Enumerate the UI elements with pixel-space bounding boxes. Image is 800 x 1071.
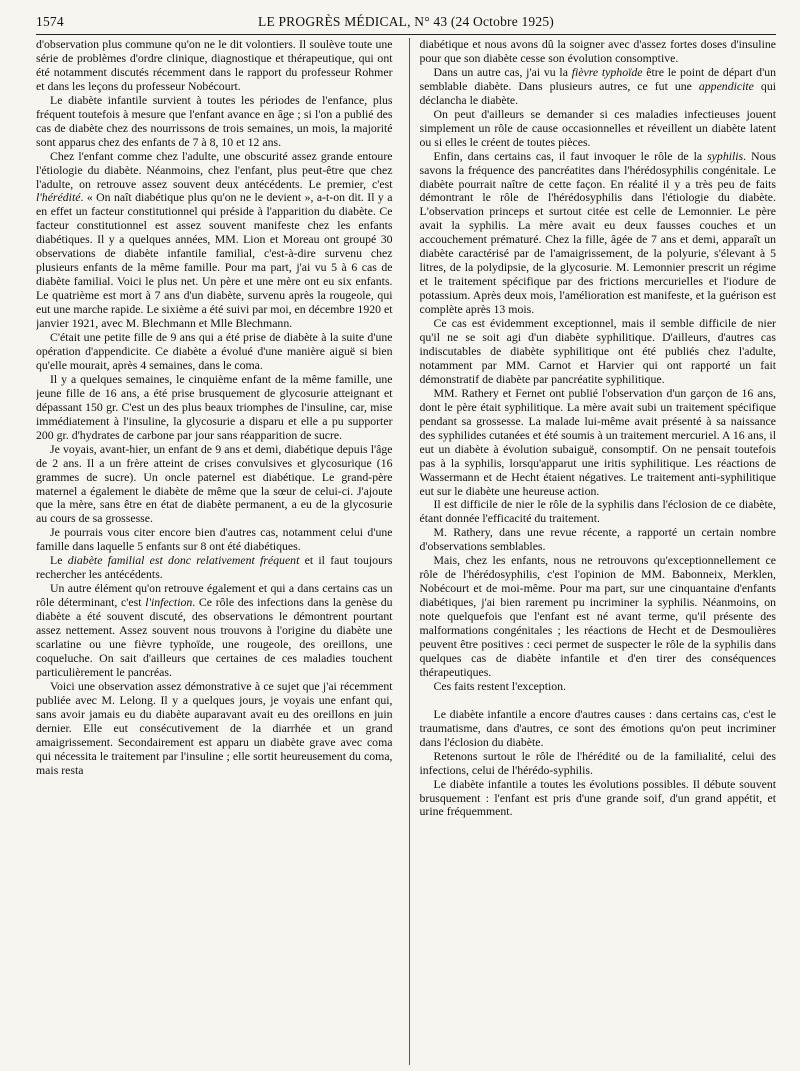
- emphasis: syphilis: [707, 148, 744, 163]
- text-run: . Ce rôle des infections dans la genèse du diabète a été souvent discuté, des observations le démontrent pourtant assez nettement. Assez souvent nous trouvons à l'origine du diabète une scarlatine ou une fièvre typhoïde, une rougeole, des oreillons, une coqueluche. On sait d'ailleurs que certaines de ces maladies touchent particulièrement le pancréas.: [36, 595, 393, 679]
- text-run: . Nous savons la fréquence des pancréatites dans l'hérédosyphilis congénitale. Le diabète pourrait naître de cette façon. En réalité il y a très peu de faits démontrant le rôle de l'hérédosyphilis dans l'étiologie du diabète. L'observation princeps et surtout citée est celle de Lemonnier. Le père avait la syphilis. La mère avait eu deux fausses couches et un accouchement prématuré. Chez la fille, âgée de 7 ans et demi, apparaît un diabète caractérisé par de l'amaigrissement, de la polyurie, s'élevant à 5 litres, de la polydipsie, de la glycosurie. M. Lemonnier prescrit un régime et le traitement spécifique par des frictions mercurielles et l'iodure de potassium. Après deux mois, l'amélioration est manifeste, et la guérison est complète après 13 mois.: [419, 148, 776, 317]
- paragraph: On peut d'ailleurs se demander si ces maladies infectieuses jouent simplement un rôle de cause occasionnelles et réveillent un diabète latent ou si elles le créent de toutes pièces.: [419, 106, 776, 149]
- text-run: qui déclancha le diabète.: [419, 78, 776, 107]
- paragraph: Mais, chez les enfants, nous ne retrouvons qu'exceptionnellement ce rôle de l'hérédosyphilis, c'est l'opinion de MM. Babonneix, Merklen, Nobécourt et de moi-même. Pour ma part, sur une cinquantaine d'enfants diabétiques, j'ai bien rarement pu incriminer la syphilis. Néanmoins, on note quelquefois que l'enfant est né avant terme, qu'il présente des malformations congénitales ; les réactions de Hecht et de Desmoulières peuvent être positives : ceci permet de suspecter le rôle de la syphilis dans quelques cas de diabète infantile et d'en tirer des conséquences thérapeutiques.: [419, 553, 776, 679]
- paragraph: M. Rathery, dans une revue récente, a rapporté un certain nombre d'observations semblables.: [419, 525, 776, 554]
- paragraph: [36, 554, 393, 582]
- text-run: Dans un autre cas, j'ai vu la: [433, 64, 572, 79]
- paragraph: Il y a quelques semaines, le cinquième enfant de la même famille, une jeune fille de 16 ans, a été prise brusquement de glycosurie atteignant et dépassant 150 gr. C'est un des plus beaux triomphes de l'insuline, car, mise immédiatement à l'insuline, la glycosurie a disparu et elle a pu supporter 200 gr. d'hydrates de carbone par jour sans réapparition de sucre.: [36, 371, 393, 442]
- paragraph: Ces faits restent l'exception.: [433, 678, 567, 693]
- text-run: Chez l'enfant comme chez l'adulte, une obscurité assez grande entoure l'étiologie du diabète. Néanmoins, chez l'enfant, plus peut-être que chez l'adulte, on retrouve assez souvent deux antécédents. Le premier, c'est: [36, 148, 393, 191]
- emphasis: diabète familial est donc relativement fréquent: [67, 553, 300, 568]
- paragraph: [36, 582, 393, 680]
- paragraph: diabétique et nous avons dû la soigner avec d'assez fortes doses d'insuline pour que son diabète cesse son évolution consomptive.: [419, 38, 776, 65]
- paragraph: [420, 150, 777, 317]
- text-run: Un autre élément qu'on retrouve également et qui a dans certains cas un rôle déterminant, c'est: [36, 581, 393, 610]
- page-number: 1574: [36, 14, 64, 29]
- paragraph: d'observation plus commune qu'on ne le dit volontiers. Il soulève toute une série de problèmes d'ordre clinique, diagnostique et thérapeutique, qui ont été notamment discutés récemment dans le rapport du professeur Rohmer et dans les leçons du professeur Nobécourt.: [36, 38, 393, 93]
- emphasis: fièvre typhoïde: [571, 64, 643, 79]
- paragraph: [420, 66, 777, 108]
- paragraph: Le diabète infantile a toutes les évolutions possibles. Il débute souvent brusquement : l'enfant est pris d'une grande soif, d'un grand appétit, et urine fréquemment.: [419, 776, 776, 819]
- emphasis: appendicite: [698, 78, 754, 93]
- running-header: [36, 12, 776, 35]
- paragraph: Ce cas est évidemment exceptionnel, mais il semble difficile de nier qu'il ne se soit agi d'un diabète syphilitique. D'ailleurs, d'autres cas indiscutables de diabète syphilitique ont été publiés chez l'adulte, notamment par MM. Carnot et Harvier qui ont rapporté un fait démonstratif de diabète par pancréatite syphilitique.: [419, 316, 776, 386]
- text-run: . « On naît diabétique plus qu'on ne le devient », a-t-on dit. Il y a en effet un facteur constitutionnel qui préside à l'apparition du diabète. Ce facteur constitutionnel est assez souvent manifeste chez les enfants diabétiques. Il y a quelques années, MM. Lion et Moreau ont groupé 30 observations de diabète infantile familial, c'est-à-dire survenu chez plusieurs enfants de la même famille. Pour ma part, j'ai vu 5 à 6 cas de diabète familial. Voici le plus net. Un père et une mère ont eu six enfants. Le quatrième est mort à 7 ans d'un diabète, survenu après la rougeole, qui eut une marche rapide. Le sixième a été suivi par moi, en décembre 1920 et janvier 1921, avec M. Blechmann et Mlle Blechmann.: [36, 190, 393, 331]
- text-run: Enfin, dans certains cas, il faut invoquer le rôle de la: [433, 148, 708, 163]
- right-column: [409, 38, 777, 1065]
- emphasis: l'hérédité: [36, 190, 81, 205]
- text-run: et il faut toujours rechercher les antécédents.: [36, 553, 393, 582]
- paragraph: C'était une petite fille de 9 ans qui a été prise de diabète à la suite d'une opération d'appendicite. Ce diabète a évolué d'une manière aiguë si bien qu'elle mourait, après 4 semaines, dans le coma.: [36, 330, 393, 372]
- emphasis: l'infection: [145, 595, 193, 610]
- text-run: Le: [50, 553, 68, 568]
- paragraph: Il est difficile de nier le rôle de la syphilis dans l'éclosion de ce diabète, étant donnée l'efficacité du traitement.: [419, 497, 776, 526]
- paragraph: Voici une observation assez démonstrative à ce sujet que j'ai récemment publiée avec M. Lelong. Il y a quelques jours, je voyais une enfant qui, sans avoir jamais eu du diabète auparavant avait eu des oreillons en juin dernier. Elle eut consécutivement de la diarrhée et un grand amaigrissement. Secondairement est apparu un diabète grave avec coma qui nécessita le traitement par l'insuline ; elle sortit heureusement du coma, mais resta: [36, 678, 393, 777]
- paragraph: Le diabète infantile survient à toutes les périodes de l'enfance, plus fréquent toutefois à mesure que l'enfant avance en âge ; si l'on a publié des cas de diabète chez des nourrissons de trois semaines, un mois, la majorité sont apparus chez des enfants de 7 à 8, 10 et 12 ans.: [36, 92, 393, 149]
- text-run: être le point de départ d'un semblable diabète. Dans plusieurs autres, ce fut une: [419, 64, 776, 93]
- paragraph: Le diabète infantile a encore d'autres causes : dans certains cas, c'est le traumatisme, dans d'autres, ce sont des émotions qu'on peut incriminer dans l'éclosion du diabète.: [419, 706, 776, 749]
- journal-title: LE PROGRÈS MÉDICAL, N° 43 (24 Octobre 1925): [258, 14, 554, 29]
- paragraph: [36, 150, 393, 331]
- paragraph: MM. Rathery et Fernet ont publié l'observation d'un garçon de 16 ans, dont le père était syphilitique. La mère avait subi un traitement spécifique pendant sa grossesse. La malade lui-même avait présenté à sa naissance des syphilides cutanées et été soumis à un traitement mercuriel. A 16 ans, il eut un diabète à évolution subaiguë, consomptif. On ne pensait toutefois pas à la syphilis, lorsqu'apparut une iritis syphilitique. Les réactions de Wassermann et de Hecht étaient négatives. Le traitement anti-syphilitique eut sur le diabète une heureuse action.: [419, 385, 776, 498]
- paragraph: Je pourrais vous citer encore bien d'autres cas, notamment celui d'une famille dans laquelle 5 enfants sur 8 ont été diabétiques.: [36, 525, 393, 554]
- paragraph: Retenons surtout le rôle de l'hérédité ou de la familialité, celui des infections, celui de l'hérédo-syphilis.: [419, 748, 776, 777]
- paragraph: Je voyais, avant-hier, un enfant de 9 ans et demi, diabétique depuis l'âge de 2 ans. Il a un frère atteint de crises convulsives et glycosurique (16 grammes de sucre). Un oncle paternel est diabétique. Le grand-père maternel a également le diabète de même que la sœur de celui-ci. J'ajoute que la mère, sans être en état de diabète permanent, a eu de la glycosurie au cours de sa grossesse.: [36, 441, 393, 526]
- left-column: [36, 38, 393, 1065]
- article-body: [36, 38, 776, 1065]
